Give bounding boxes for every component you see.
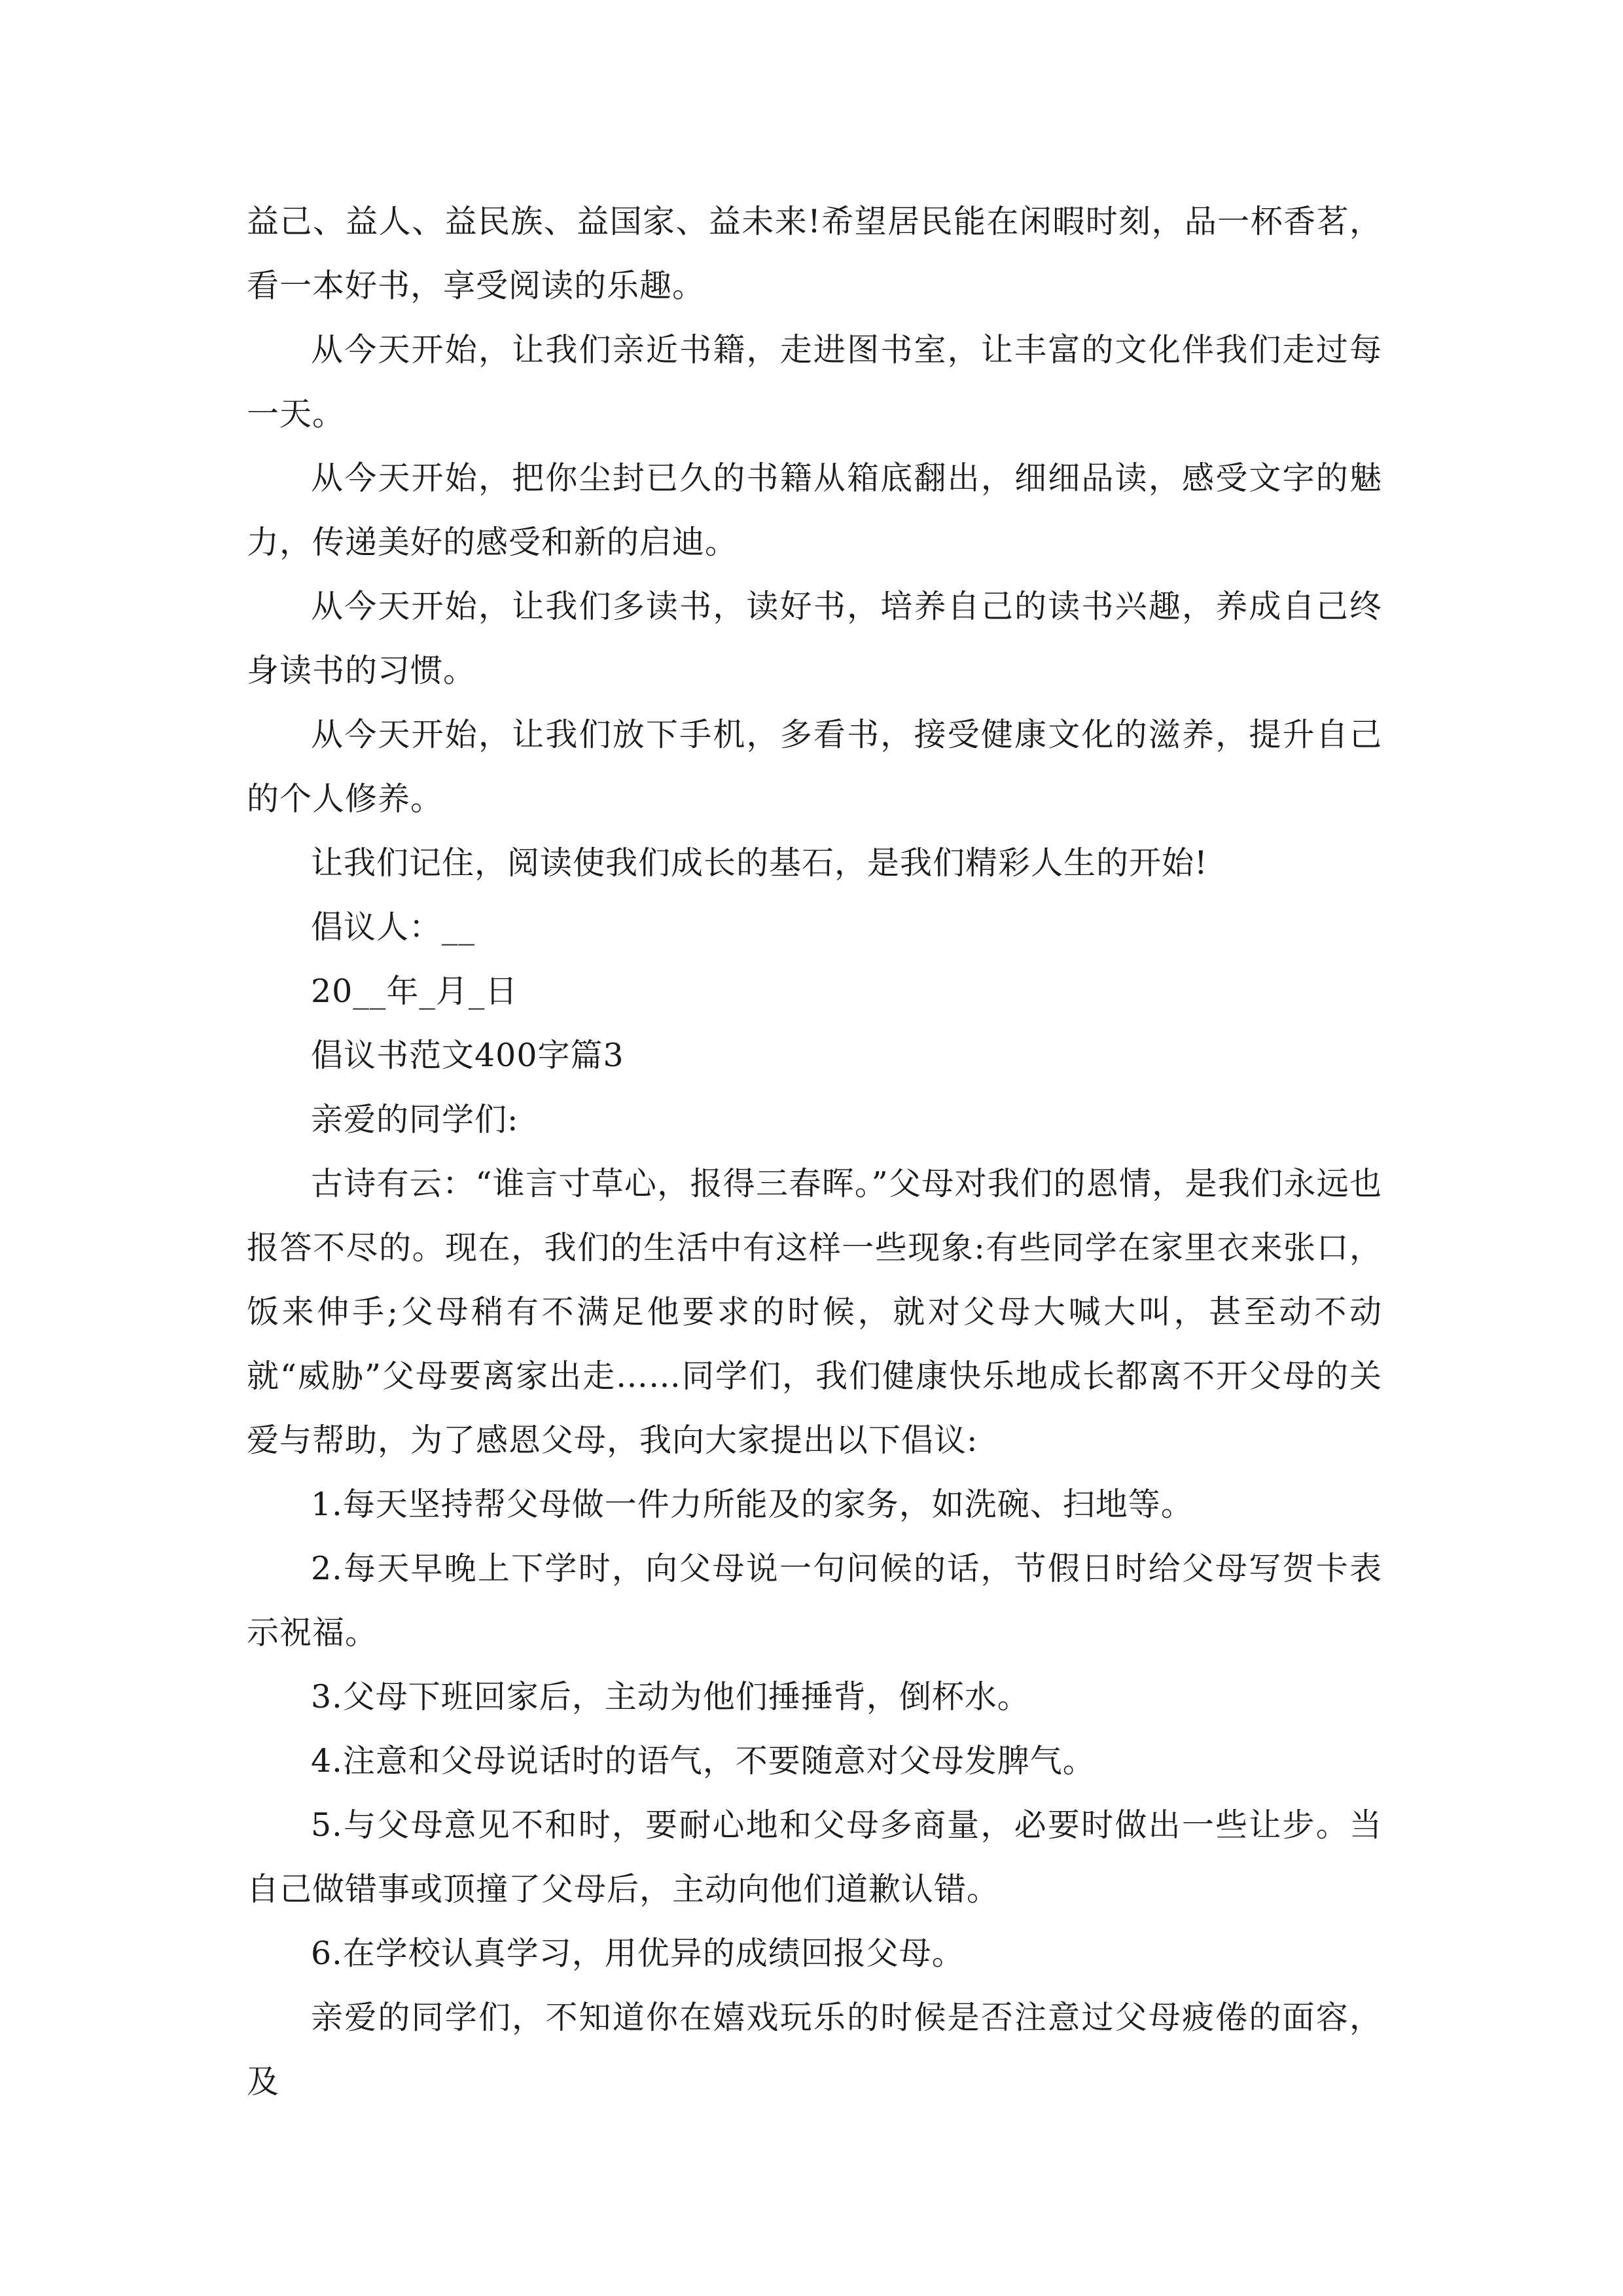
document-body: [247, 190, 1382, 2114]
proposal-item-6: 6.在学校认真学习，用优异的成绩回报父母。: [311, 1935, 965, 1972]
paragraph-books-3: 从今天开始，让我们多读书，读好书，培养自己的读书兴趣，养成自己终身读书的习惯。: [247, 588, 1382, 689]
proposal-item-2: 2.每天早晚上下学时，向父母说一句问候的话，节假日时给父母写贺卡表示祝福。: [247, 1550, 1382, 1651]
section-heading: 倡议书范文400字篇3: [311, 1037, 624, 1074]
paragraph-final: 亲爱的同学们，不知道你在嬉戏玩乐的时候是否注意过父母疲倦的面容，及: [247, 1999, 1382, 2100]
paragraph-books-4: 从今天开始，让我们放下手机，多看书，接受健康文化的滋养，提升自己的个人修养。: [247, 716, 1382, 817]
date-line: 20__年_月_日: [311, 973, 518, 1010]
proposal-item-1: 1.每天坚持帮父母做一件力所能及的家务，如洗碗、扫地等。: [311, 1486, 1194, 1523]
paragraph-gratitude-intro: 古诗有云：“谁言寸草心，报得三春晖。”父母对我们的恩情，是我们永远也报答不尽的。现在，我们的生活中有这样一些现象:有些同学在家里衣来张口，饭来伸手;父母稍有不满足他要求的时候，就对父母大喊大叫，甚至动不动就“威胁”父母要离家出走……同学们，我们健康快乐地成长都离不开父母的关爱与帮助，为了感恩父母，我向大家提出以下倡议:: [247, 1165, 1382, 1459]
proposal-item-5: 5.与父母意见不和时，要耐心地和父母多商量，必要时做出一些让步。当自己做错事或顶撞了父母后，主动向他们道歉认错。: [247, 1806, 1382, 1908]
salutation: 亲爱的同学们:: [311, 1101, 519, 1138]
paragraph-books-2: 从今天开始，把你尘封已久的书籍从箱底翻出，细细品读，感受文字的魅力，传递美好的感受和新的启迪。: [247, 459, 1382, 561]
proposal-item-3: 3.父母下班回家后，主动为他们捶捶背，倒杯水。: [311, 1678, 1030, 1715]
paragraph-closing-line: 让我们记住，阅读使我们成长的基石，是我们精彩人生的开始!: [311, 844, 1208, 882]
paragraph-intro: 益己、益人、益民族、益国家、益未来!希望居民能在闲暇时刻，品一杯香茗，看一本好书，享受阅读的乐趣。: [247, 203, 1382, 304]
signature-line: 倡议人：__: [311, 908, 476, 946]
paragraph-books-1: 从今天开始，让我们亲近书籍，走进图书室，让丰富的文化伴我们走过每一天。: [247, 331, 1382, 433]
proposal-item-4: 4.注意和父母说话时的语气，不要随意对父母发脾气。: [311, 1742, 1096, 1780]
